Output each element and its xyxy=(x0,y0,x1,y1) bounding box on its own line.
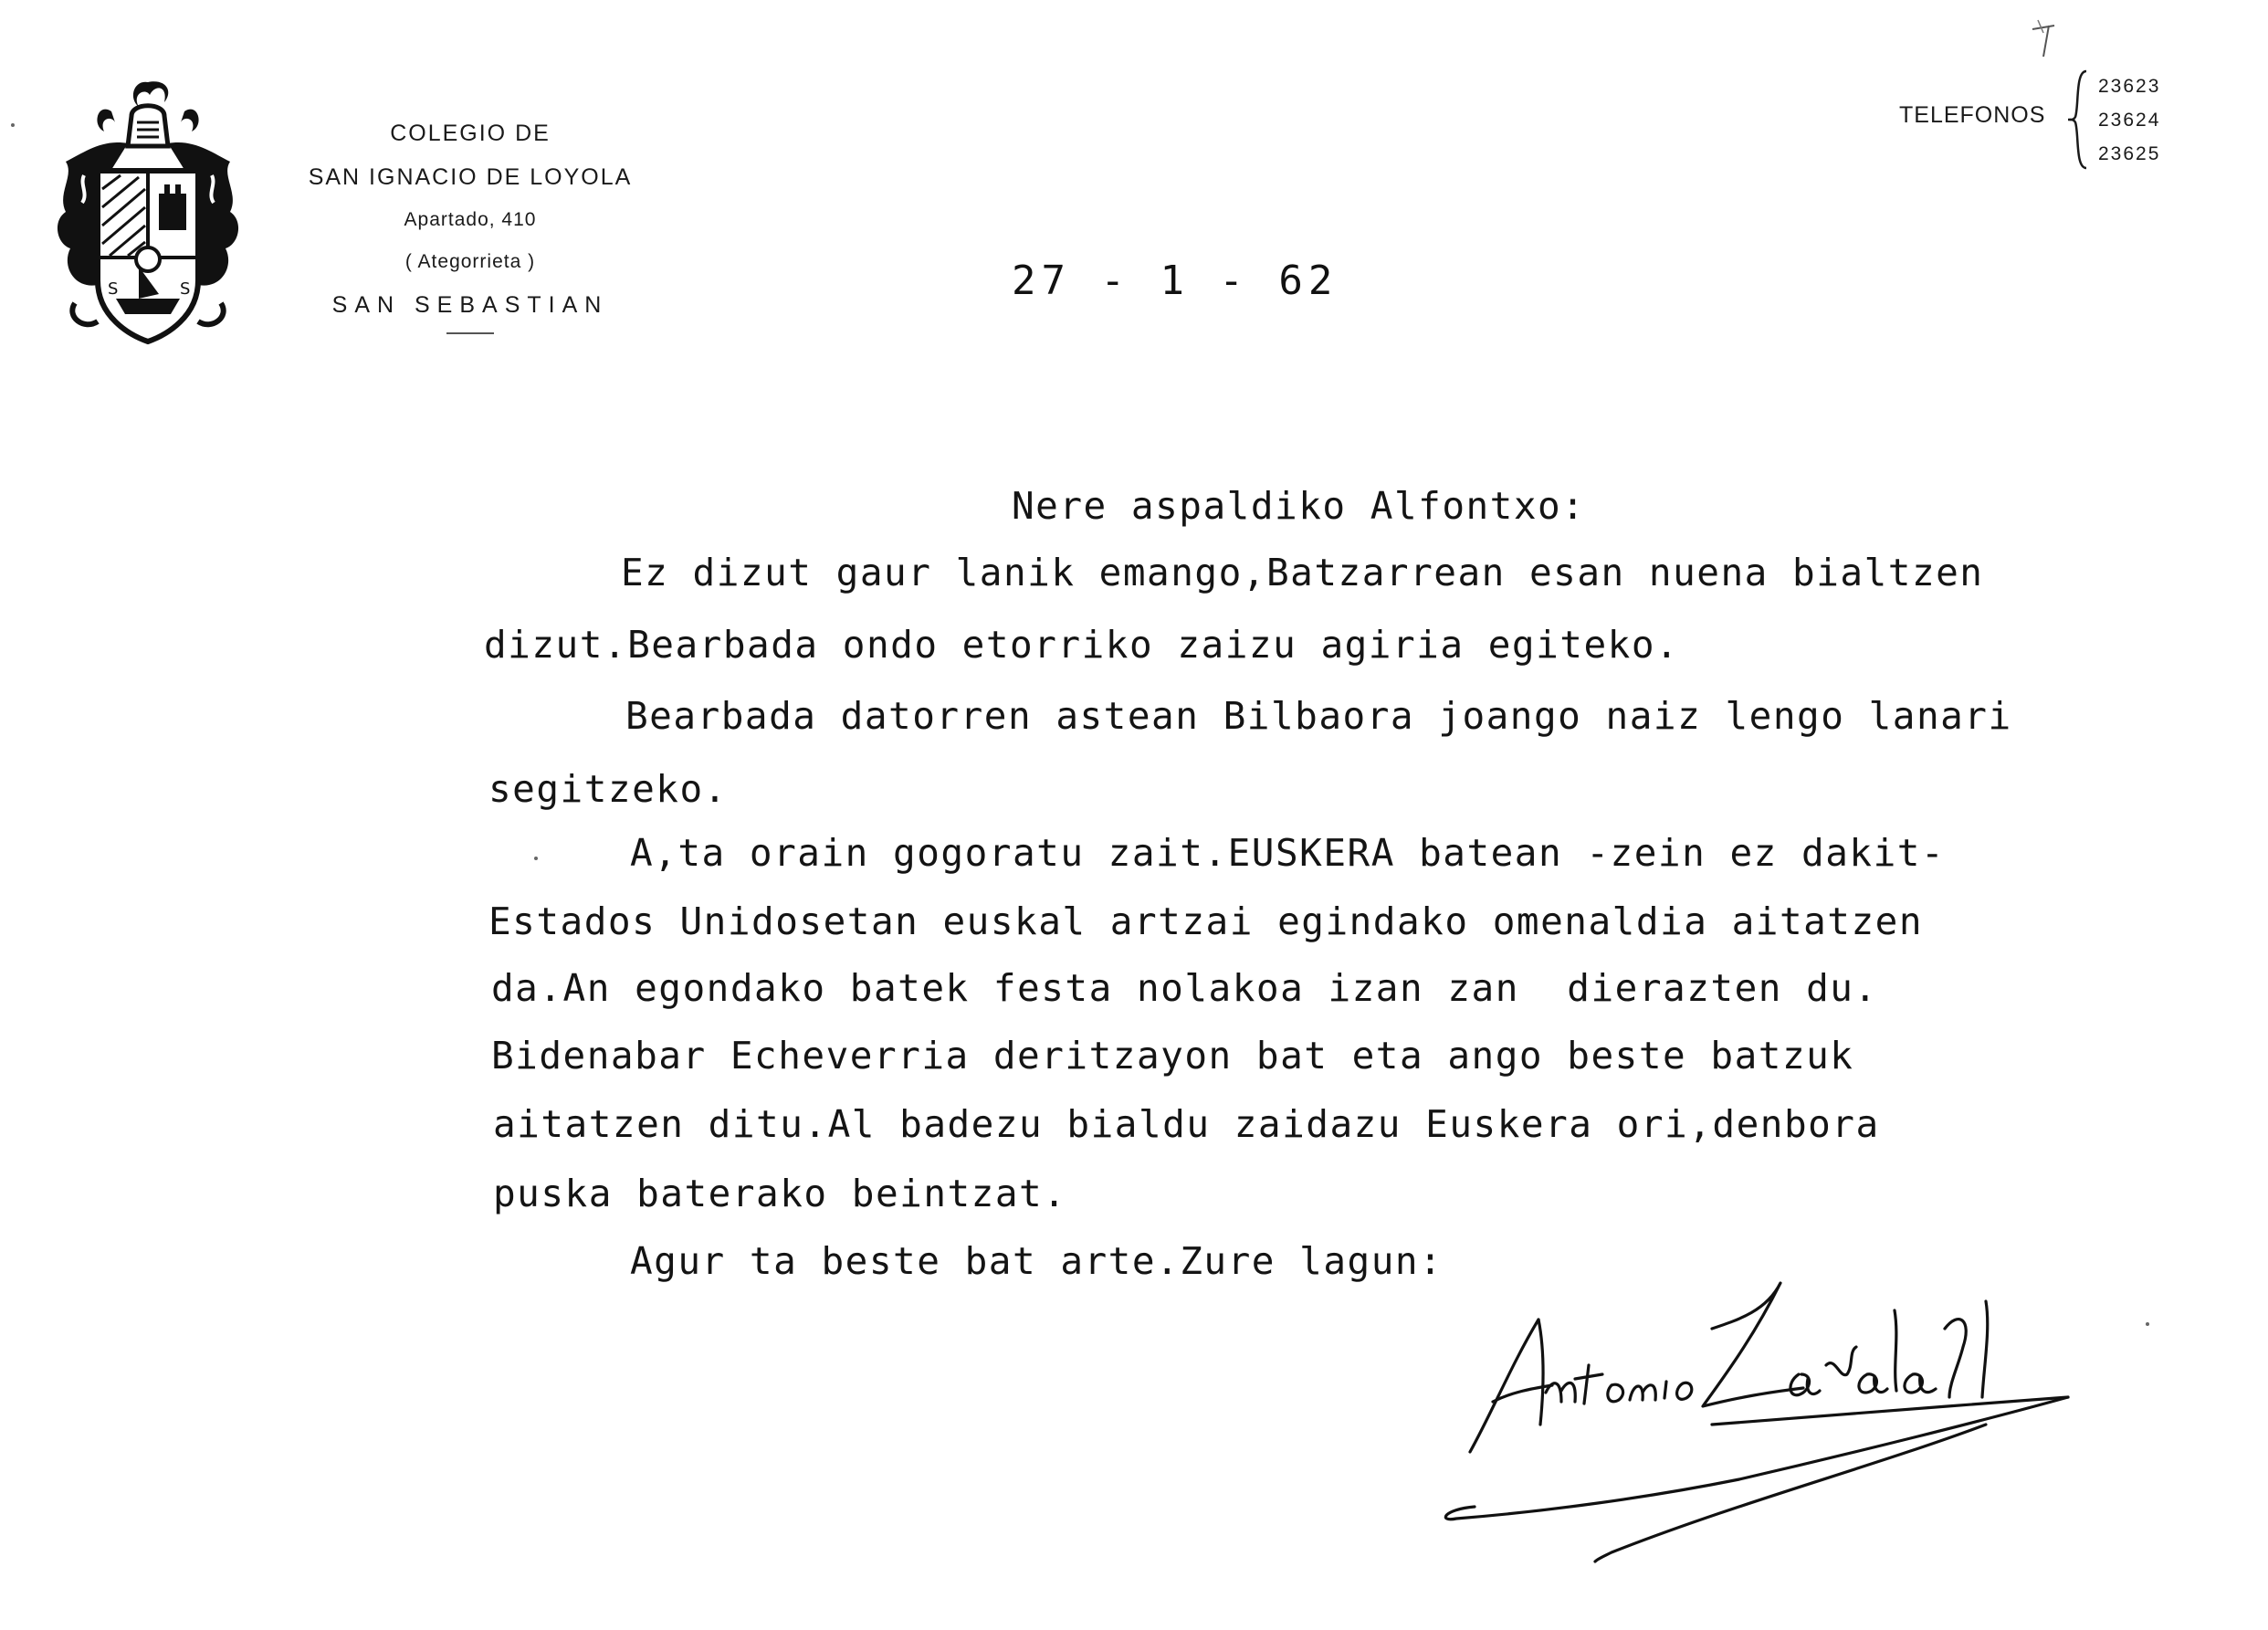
telephone-number: 23625 xyxy=(2098,143,2161,164)
telephone-number: 23624 xyxy=(2098,110,2161,131)
body-line: aitatzen ditu.Al badezu bialdu zaidazu Euskera ori,denbora xyxy=(493,1102,1880,1146)
paper-speck xyxy=(2146,1322,2149,1326)
paper-speck xyxy=(11,123,15,127)
college-district-line: ( Ategorrieta ) xyxy=(404,251,536,272)
telephone-block xyxy=(1899,69,2200,179)
pencil-mark xyxy=(2025,16,2062,62)
svg-text:S: S xyxy=(108,279,119,299)
coat-of-arms-crest xyxy=(47,75,248,349)
body-line: Ez dizut gaur lanik emango,Batzarrean esan nuena bialtzen xyxy=(621,551,1984,594)
handwritten-signature xyxy=(1438,1228,2095,1571)
college-name-line1: COLEGIO DE xyxy=(390,121,551,146)
body-line: Estados Unidosetan euskal artzai egindako omenaldia aitatzen xyxy=(488,899,1924,943)
body-line: puska baterako beintzat. xyxy=(493,1172,1067,1215)
paper-speck xyxy=(534,857,538,860)
body-line: segitzeko. xyxy=(488,767,728,811)
body-line: dizut.Bearbada ondo etorriko zaizu agiria egiteko. xyxy=(484,623,1680,667)
college-address-line: Apartado, 410 xyxy=(404,209,537,230)
letterhead-divider xyxy=(446,332,494,334)
college-letterhead xyxy=(260,111,680,334)
body-line: Bidenabar Echeverria deritzayon bat eta ango beste batzuk xyxy=(491,1034,1854,1078)
brace-icon xyxy=(2066,69,2090,170)
body-line: Bearbada datorren astean Bilbaora joango naiz lengo lanari xyxy=(625,694,2012,738)
body-line: da.An egondako batek festa nolakoa izan zan dierazten du. xyxy=(491,966,1878,1010)
letter-date: 27 - 1 - 62 xyxy=(1012,258,1339,304)
telephone-number: 23623 xyxy=(2098,76,2161,97)
telephone-numbers xyxy=(2098,69,2160,171)
body-line: A,ta orain gogoratu zait.EUSKERA batean -zein ez dakit- xyxy=(630,831,1946,875)
closing-line: Agur ta beste bat arte.Zure lagun: xyxy=(630,1239,1444,1283)
college-city-line: SAN SEBASTIAN xyxy=(331,292,609,318)
svg-text:S: S xyxy=(180,279,191,299)
college-name-line2: SAN IGNACIO DE LOYOLA xyxy=(308,164,633,190)
telephone-label: TELEFONOS xyxy=(1899,102,2046,128)
greeting: Nere aspaldiko Alfontxo: xyxy=(1012,484,1586,528)
